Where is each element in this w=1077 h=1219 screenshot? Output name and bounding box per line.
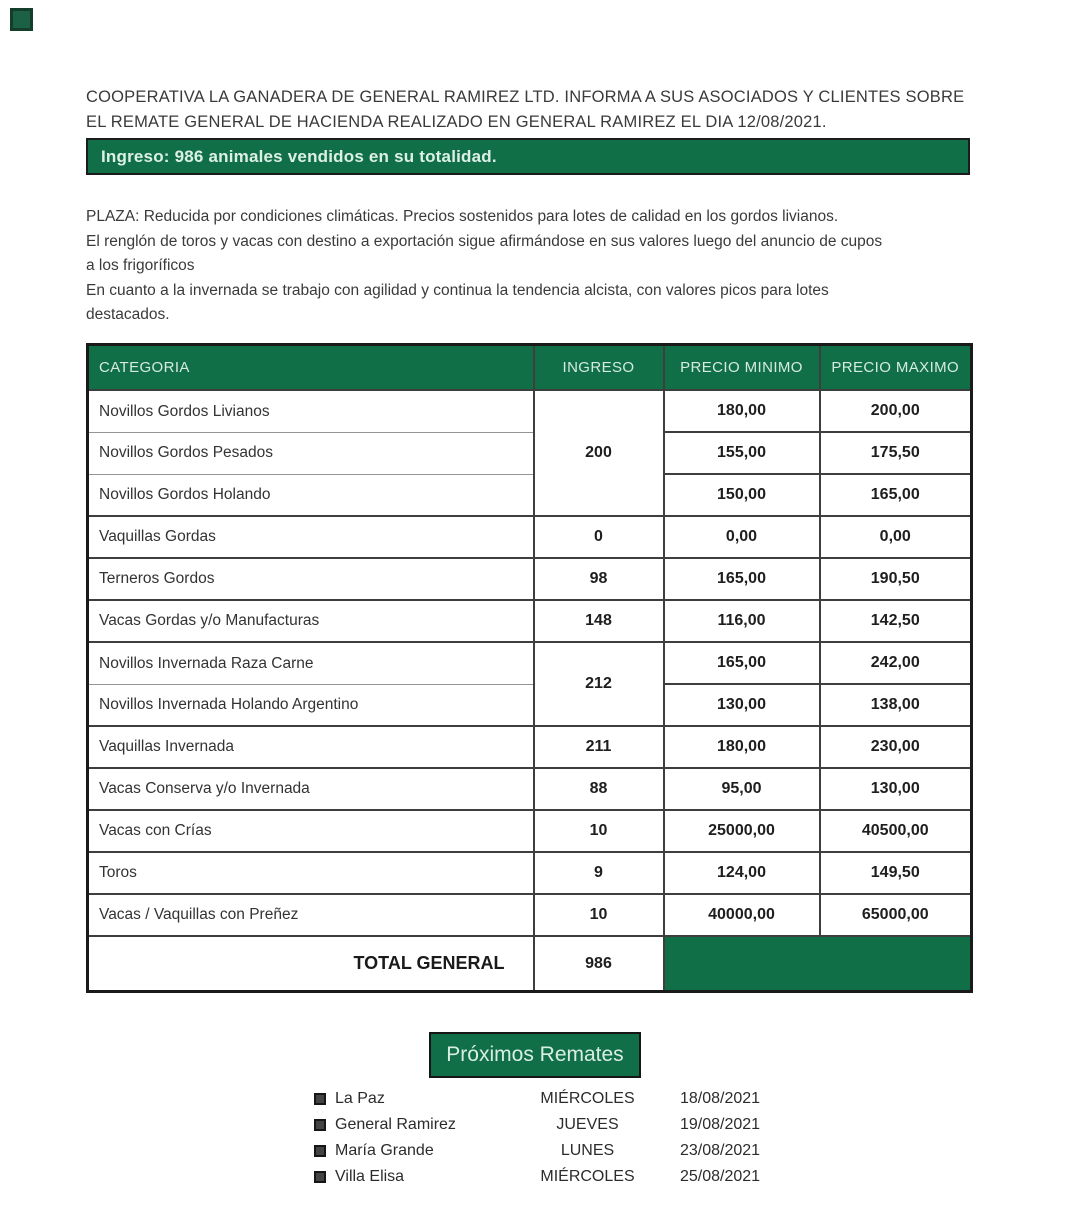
- plaza-line: a los frigoríficos: [86, 257, 195, 275]
- table-row: [88, 684, 972, 726]
- total-row: [88, 936, 972, 991]
- column-header-precio-minimo: PRECIO MINIMO: [664, 344, 820, 390]
- column-header-categoria: CATEGORIA: [88, 344, 534, 390]
- ingreso-cell: 10: [534, 810, 664, 852]
- precio-max-cell: 165,00: [820, 474, 972, 516]
- auction-date: 23/08/2021: [680, 1141, 761, 1159]
- categoria-cell: Vacas / Vaquillas con Preñez: [88, 894, 534, 936]
- categoria-cell: Novillos Gordos Livianos: [88, 390, 534, 432]
- proximos-remates-label: Próximos Remates: [446, 1042, 624, 1066]
- report-title-line2: EL REMATE GENERAL DE HACIENDA REALIZADO EN GENERAL RAMIREZ EL DIA 12/08/2021.: [86, 113, 827, 131]
- flyer-content: [86, 0, 970, 1190]
- ingreso-cell: 211: [534, 726, 664, 768]
- ingreso-cell: 10: [534, 894, 664, 936]
- table-row: [88, 894, 972, 936]
- precio-max-cell: 230,00: [820, 726, 972, 768]
- auction-list: [86, 1086, 970, 1190]
- plaza-line: PLAZA: Reducida por condiciones climáticas. Precios sostenidos para lotes de calidad en los gordos livianos.: [86, 208, 839, 225]
- table-row: [88, 474, 972, 516]
- ingreso-cell: 9: [534, 852, 664, 894]
- table-row: [88, 558, 972, 600]
- auction-place: General Ramirez: [335, 1115, 456, 1133]
- precio-min-cell: 130,00: [664, 684, 820, 726]
- precio-max-cell: 149,50: [820, 852, 972, 894]
- ingreso-cell: 148: [534, 600, 664, 642]
- precio-min-cell: 165,00: [664, 558, 820, 600]
- precio-min-cell: 0,00: [664, 516, 820, 558]
- auction-place: La Paz: [335, 1089, 385, 1107]
- plaza-line: destacados.: [86, 306, 170, 324]
- categoria-cell: Toros: [88, 852, 534, 894]
- auction-place: María Grande: [335, 1141, 434, 1159]
- table-row: [88, 726, 972, 768]
- categoria-cell: Vacas Conserva y/o Invernada: [88, 768, 534, 810]
- precio-min-cell: 165,00: [664, 642, 820, 684]
- total-green-cell: [664, 936, 972, 991]
- table-row: [88, 390, 972, 432]
- brand-square-icon: [10, 8, 33, 31]
- proximos-remates-button: [429, 1032, 641, 1078]
- auction-day: LUNES: [560, 1141, 615, 1159]
- plaza-line: El renglón de toros y vacas con destino a exportación sigue afirmándose en sus valores luego del anuncio de cupos: [86, 232, 883, 250]
- categoria-cell: Novillos Gordos Holando: [88, 474, 534, 516]
- categoria-cell: Vacas Gordas y/o Manufacturas: [88, 600, 534, 642]
- auction-date: 25/08/2021: [680, 1167, 761, 1185]
- prices-table-head: [88, 344, 972, 390]
- categoria-cell: Vacas con Crías: [88, 810, 534, 852]
- precio-min-cell: 150,00: [664, 474, 820, 516]
- column-header-precio-maximo: PRECIO MAXIMO: [820, 344, 972, 390]
- table-row: [88, 642, 972, 684]
- auction-row: [86, 1138, 970, 1164]
- header-row: [88, 344, 972, 390]
- precio-min-cell: 25000,00: [664, 810, 820, 852]
- report-title: [86, 85, 970, 135]
- table-row: [88, 852, 972, 894]
- report-title-line1: COOPERATIVA LA GANADERA DE GENERAL RAMIREZ LTD. INFORMA A SUS ASOCIADOS Y CLIENTES SOBRE: [86, 88, 965, 106]
- ingreso-cell: 98: [534, 558, 664, 600]
- auction-date: 19/08/2021: [680, 1115, 761, 1133]
- prices-table: [86, 343, 973, 993]
- ingreso-cell: 212: [534, 642, 664, 726]
- categoria-cell: Novillos Invernada Raza Carne: [88, 642, 534, 684]
- ingreso-cell: 0: [534, 516, 664, 558]
- prices-table-body: [88, 390, 972, 991]
- total-ingreso: 986: [534, 936, 664, 991]
- ingreso-cell: 200: [534, 390, 664, 516]
- auction-row: [86, 1164, 970, 1190]
- table-row: [88, 432, 972, 474]
- table-row: [88, 516, 972, 558]
- auction-row: [86, 1112, 970, 1138]
- ingreso-banner: [86, 138, 970, 175]
- precio-min-cell: 180,00: [664, 390, 820, 432]
- precio-max-cell: 130,00: [820, 768, 972, 810]
- precio-min-cell: 95,00: [664, 768, 820, 810]
- ingreso-banner-text: Ingreso: 986 animales vendidos en su totalidad.: [101, 146, 497, 166]
- categoria-cell: Vaquillas Invernada: [88, 726, 534, 768]
- plaza-line: En cuanto a la invernada se trabajo con agilidad y continua la tendencia alcista, con valores picos para lotes: [86, 281, 829, 299]
- square-bullet-icon: [314, 1145, 326, 1157]
- precio-max-cell: 0,00: [820, 516, 972, 558]
- auction-place: Villa Elisa: [335, 1167, 405, 1185]
- precio-min-cell: 155,00: [664, 432, 820, 474]
- auction-day: MIÉRCOLES: [540, 1167, 635, 1185]
- precio-max-cell: 142,50: [820, 600, 972, 642]
- square-bullet-icon: [314, 1093, 326, 1105]
- precio-max-cell: 242,00: [820, 642, 972, 684]
- auction-day: JUEVES: [556, 1115, 619, 1133]
- square-bullet-icon: [314, 1171, 326, 1183]
- categoria-cell: Novillos Invernada Holando Argentino: [88, 684, 534, 726]
- categoria-cell: Novillos Gordos Pesados: [88, 432, 534, 474]
- precio-min-cell: 124,00: [664, 852, 820, 894]
- categoria-cell: Vaquillas Gordas: [88, 516, 534, 558]
- precio-max-cell: 40500,00: [820, 810, 972, 852]
- precio-max-cell: 190,50: [820, 558, 972, 600]
- ingreso-cell: 88: [534, 768, 664, 810]
- column-header-ingreso: INGRESO: [534, 344, 664, 390]
- precio-min-cell: 180,00: [664, 726, 820, 768]
- table-row: [88, 810, 972, 852]
- precio-max-cell: 65000,00: [820, 894, 972, 936]
- precio-min-cell: 116,00: [664, 600, 820, 642]
- precio-max-cell: 175,50: [820, 432, 972, 474]
- categoria-cell: Terneros Gordos: [88, 558, 534, 600]
- auction-row: [86, 1086, 970, 1112]
- plaza-commentary: [86, 205, 970, 328]
- precio-max-cell: 200,00: [820, 390, 972, 432]
- total-label: TOTAL GENERAL: [88, 936, 534, 991]
- precio-min-cell: 40000,00: [664, 894, 820, 936]
- table-row: [88, 768, 972, 810]
- table-row: [88, 600, 972, 642]
- auction-date: 18/08/2021: [680, 1089, 761, 1107]
- auction-day: MIÉRCOLES: [540, 1089, 635, 1107]
- precio-max-cell: 138,00: [820, 684, 972, 726]
- square-bullet-icon: [314, 1119, 326, 1131]
